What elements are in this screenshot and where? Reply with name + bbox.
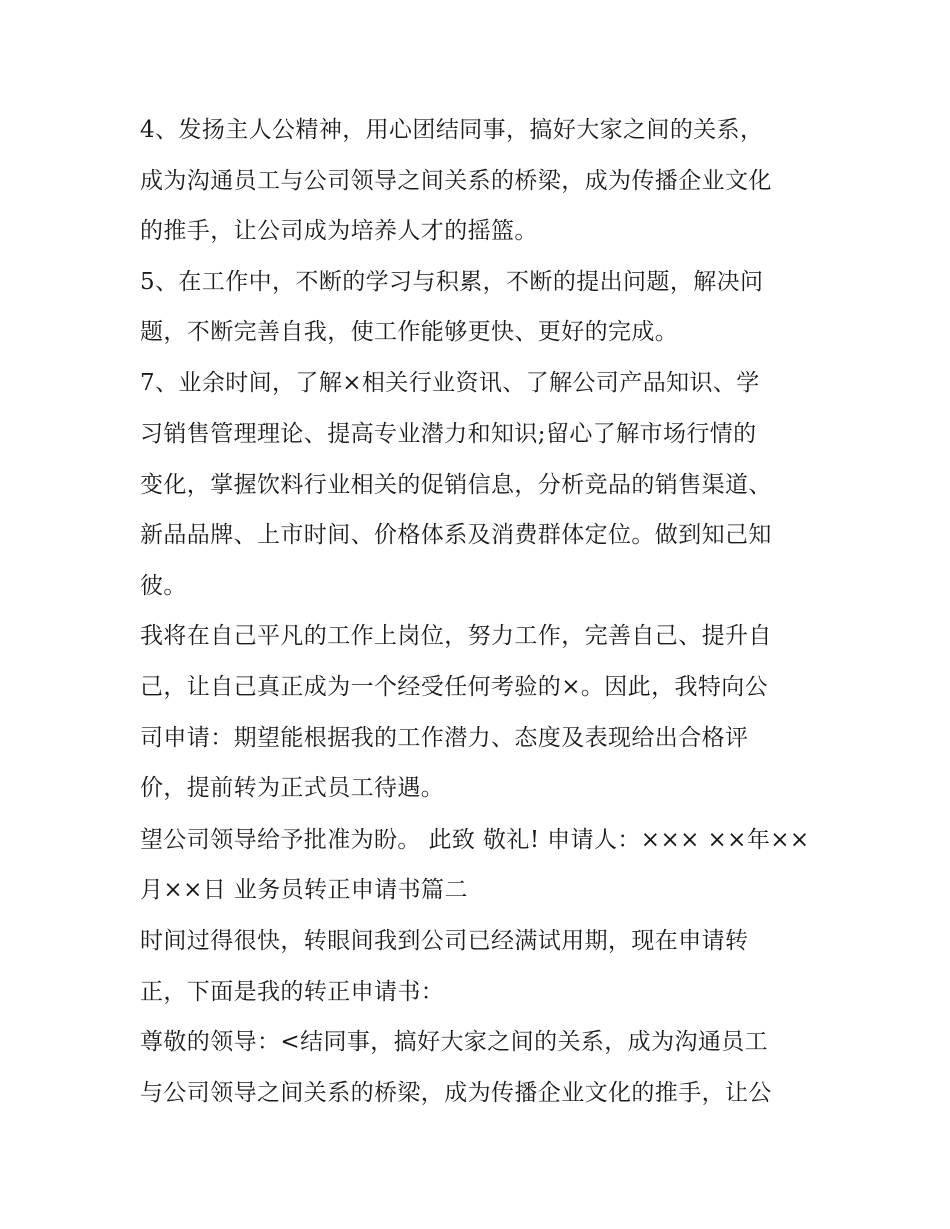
text-line: 题，不断完善自我，使工作能够更快、更好的完成。	[140, 319, 679, 345]
text-line: 望公司领导给予批准为盼。 此致 敬礼! 申请人：××× ××年××	[140, 827, 810, 853]
text-line: 成为沟通员工与公司领导之间关系的桥梁，成为传播企业文化	[140, 168, 772, 194]
text-line: 时间过得很快，转眼间我到公司已经满试用期，现在申请转	[140, 928, 749, 954]
text-line: 7、业余时间，了解×相关行业资讯、了解公司产品知识、学	[140, 370, 760, 396]
text-line: 与公司领导之间关系的桥梁，成为传播企业文化的推手，让公	[140, 1080, 772, 1106]
text-line: 尊敬的领导：<结同事，搞好大家之间的关系，成为沟通员工	[140, 1029, 769, 1055]
text-line: 正，下面是我的转正申请书：	[140, 979, 445, 1005]
text-line: 彼。	[140, 573, 187, 599]
text-line: 司申请：期望能根据我的工作潜力、态度及表现给出合格评	[140, 725, 749, 751]
text-line: 5、在工作中，不断的学习与积累，不断的提出问题，解决问	[140, 269, 764, 295]
text-line: 习销售管理理论、提高专业潜力和知识;留心了解市场行情的	[140, 421, 757, 447]
text-line: 我将在自己平凡的工作上岗位，努力工作，完善自己、提升自	[140, 623, 772, 649]
text-line: 4、发扬主人公精神，用心团结同事，搞好大家之间的关系，	[140, 117, 764, 143]
text-line: 新品品牌、上市时间、价格体系及消费群体定位。做到知己知	[140, 522, 772, 548]
text-line: 的推手，让公司成为培养人才的摇篮。	[140, 218, 538, 244]
text-line: 价，提前转为正式员工待遇。	[140, 775, 445, 801]
text-line: 月××日 业务员转正申请书篇二	[140, 877, 468, 903]
text-line: 己，让自己真正成为一个经受任何考验的×。因此，我特向公	[140, 674, 769, 700]
text-line: 变化，掌握饮料行业相关的促销信息，分析竞品的销售渠道、	[140, 472, 772, 498]
